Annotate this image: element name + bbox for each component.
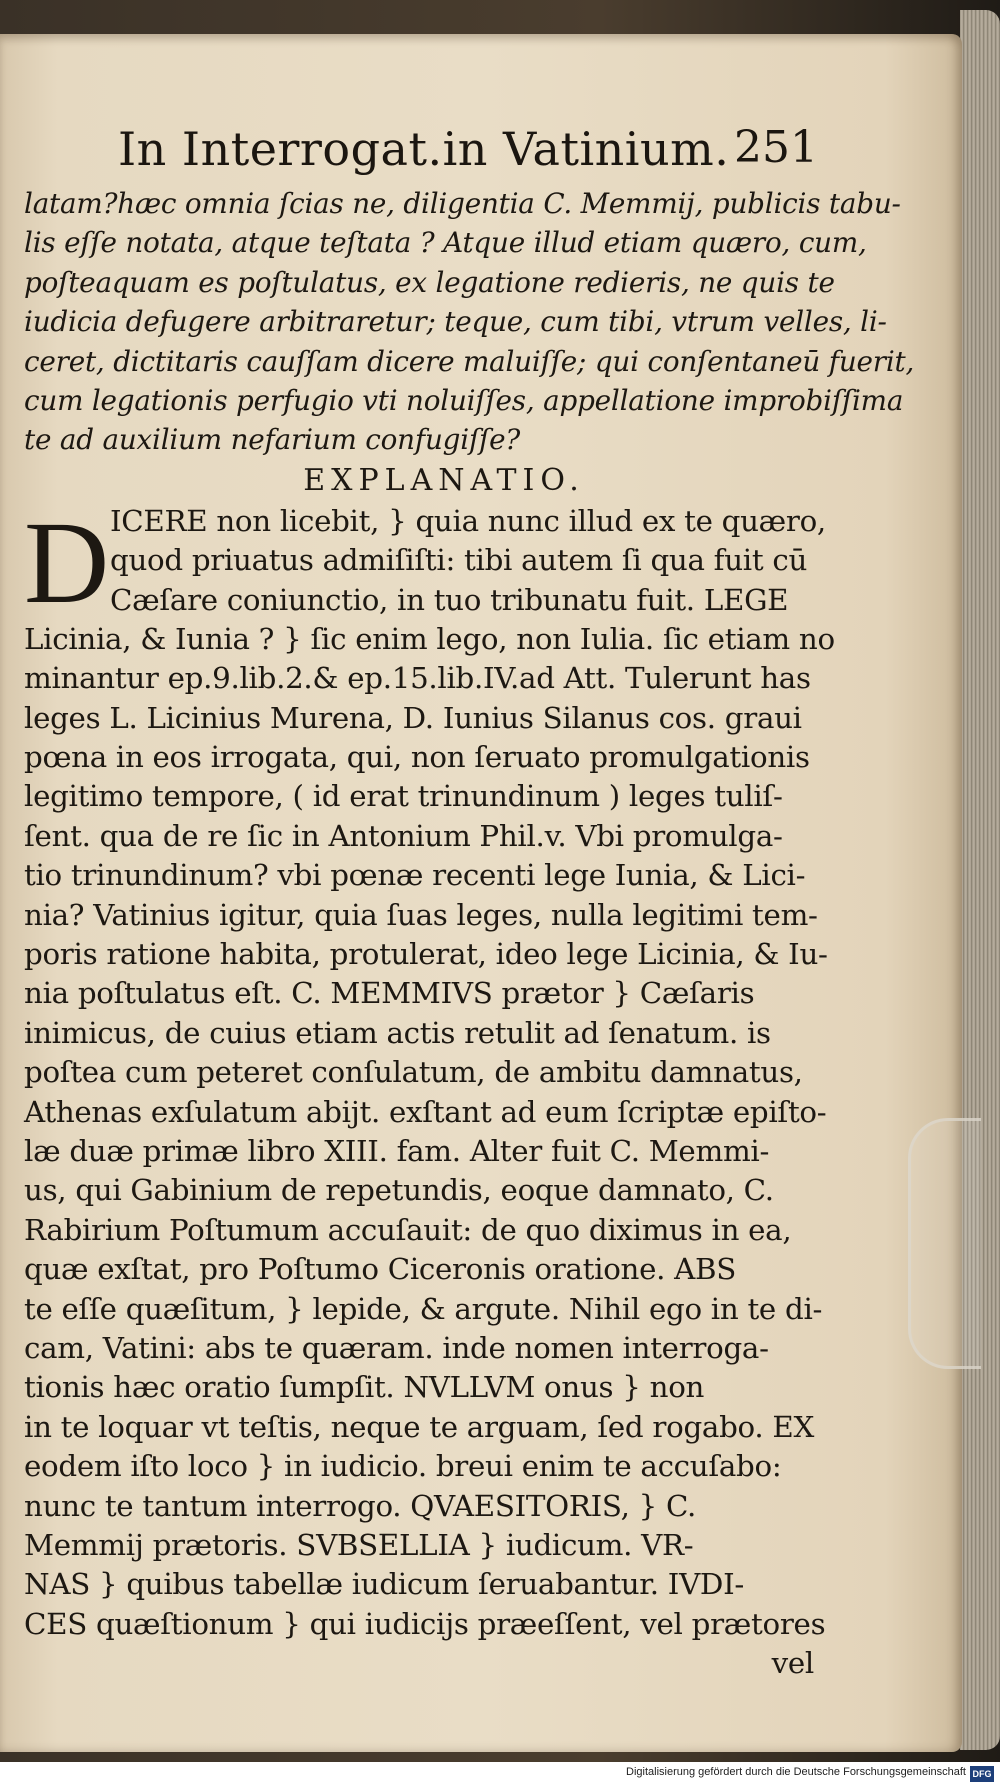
page-text bbox=[24, 184, 915, 1683]
page-number: 251 bbox=[734, 122, 818, 173]
quote-line: latam?hæc omnia ſcias ne, diligentia C. Memmij, publicis tabu- bbox=[24, 187, 901, 220]
commentary-line: nunc te tantum interrogo. QVAESITORIS, } C. bbox=[24, 1488, 697, 1523]
commentary-line: Cæſare coniunctio, in tuo tribunatu fuit. LEGE bbox=[110, 582, 789, 617]
commentary-line: eodem iſto loco } in iudicio. breui enim te accuſabo: bbox=[24, 1449, 782, 1484]
quote-line: iudicia defugere arbitraretur; teque, cum tibi, vtrum velles, li- bbox=[24, 305, 887, 339]
quote-line: cum legationis perfugio vti noluiſſes, appellatione improbiſſima bbox=[24, 383, 904, 417]
commentary-line: leges L. Licinius Murena, D. Iunius Silanus cos. graui bbox=[24, 700, 802, 735]
commentary-line: Rabirium Poſtumum accuſauit: de quo diximus in ea, bbox=[24, 1212, 792, 1247]
commentary bbox=[24, 496, 835, 1684]
commentary-line: inimicus, de cuius etiam actis retulit ad ſenatum. is bbox=[24, 1015, 771, 1050]
quoted-passage bbox=[24, 184, 915, 460]
page-edges bbox=[960, 10, 1000, 1750]
commentary-line: legitimo tempore, ( id erat trinundinum ) leges tuliſ- bbox=[24, 779, 783, 814]
running-title: In Interrogat.in Vatinium. bbox=[118, 122, 730, 176]
commentary-line: cam, Vatini: abs te quæram. inde nomen interroga- bbox=[24, 1330, 769, 1365]
book-page bbox=[0, 34, 962, 1752]
commentary-line: te eſſe quæſitum, } lepide, & argute. Nihil ego in te di- bbox=[24, 1291, 823, 1326]
commentary-line: Memmij prætoris. SVBSELLIA } iudicum. VR- bbox=[24, 1527, 694, 1562]
commentary-line: quod priuatus admiſiſti: tibi autem ſi qua fuit cū bbox=[110, 543, 808, 578]
commentary-line: poſtea cum peteret conſulatum, de ambitu damnatus, bbox=[24, 1055, 803, 1090]
quote-line: te ad auxilium nefarium confugiſſe? bbox=[24, 423, 521, 457]
commentary-line: nia poſtulatus eſt. C. MEMMIVS prætor } Cæſaris bbox=[24, 976, 755, 1011]
commentary-line: pœna in eos irrogata, qui, non ſeruato promulgationis bbox=[24, 740, 810, 775]
commentary-line: poris ratione habita, protulerat, ideo lege Licinia, & Iu- bbox=[24, 937, 828, 972]
page-clip bbox=[908, 1118, 981, 1369]
dfg-logo-icon: DFG bbox=[970, 1766, 994, 1782]
commentary-line: nia? Vatinius igitur, quia ſuas leges, nulla legitimi tem- bbox=[24, 897, 818, 932]
digitization-footer bbox=[0, 1762, 1000, 1788]
section-heading: EXPLANATIO. bbox=[303, 462, 585, 498]
commentary-line: ICERE non licebit, } quia nunc illud ex te quæro, bbox=[110, 503, 826, 538]
quote-line: lis eſſe notata, atque teſtata ? Atque illud etiam quæro, cum, bbox=[24, 226, 867, 260]
commentary-line: in te loquar vt teſtis, neque te arguam, ſed rogabo. EX bbox=[24, 1409, 815, 1444]
commentary-line: læ duæ primæ libro XIII. fam. Alter fuit C. Memmi- bbox=[24, 1133, 770, 1168]
commentary-line: quæ exſtat, pro Poſtumo Ciceronis oratione. ABS bbox=[24, 1252, 737, 1287]
page-header bbox=[118, 122, 818, 192]
commentary-line: ſent. qua de re ſic in Antonium Phil.v. Vbi promulga- bbox=[24, 818, 783, 853]
footer-credit: Digitalisierung gefördert durch die Deutsche Forschungsgemeinschaft bbox=[626, 1766, 966, 1778]
commentary-line: minantur ep.9.lib.2.& ep.15.lib.IV.ad Att. Tulerunt has bbox=[24, 661, 811, 696]
commentary-line: tionis hæc oratio ſumpſit. NVLLVM onus } non bbox=[24, 1370, 705, 1405]
commentary-line: Licinia, & Iunia ? } ſic enim lego, non Iulia. ſic etiam no bbox=[24, 621, 835, 656]
opening-paragraph bbox=[24, 496, 826, 628]
quote-line: poſteaquam es poſtulatus, ex legatione redieris, ne quis te bbox=[24, 265, 835, 299]
commentary-line: Athenas exſulatum abijt. exſtant ad eum ſcriptæ epiſto- bbox=[24, 1094, 827, 1129]
drop-cap: D bbox=[24, 496, 110, 628]
quote-line: ceret, dictitaris cauſſam dicere maluiſſe; qui conſentaneū fuerit, bbox=[24, 344, 915, 378]
commentary-line: CES quæſtionum } qui iudicijs præeſſent, vel prætores bbox=[24, 1606, 826, 1641]
commentary-line: tio trinundinum? vbi pœnæ recenti lege Iunia, & Lici- bbox=[24, 858, 806, 893]
catchword: vel bbox=[771, 1646, 814, 1681]
commentary-line: us, qui Gabinium de repetundis, eoque damnato, C. bbox=[24, 1173, 774, 1208]
commentary-line: NAS } quibus tabellæ iudicum ſeruabantur. IVDI- bbox=[24, 1567, 744, 1602]
